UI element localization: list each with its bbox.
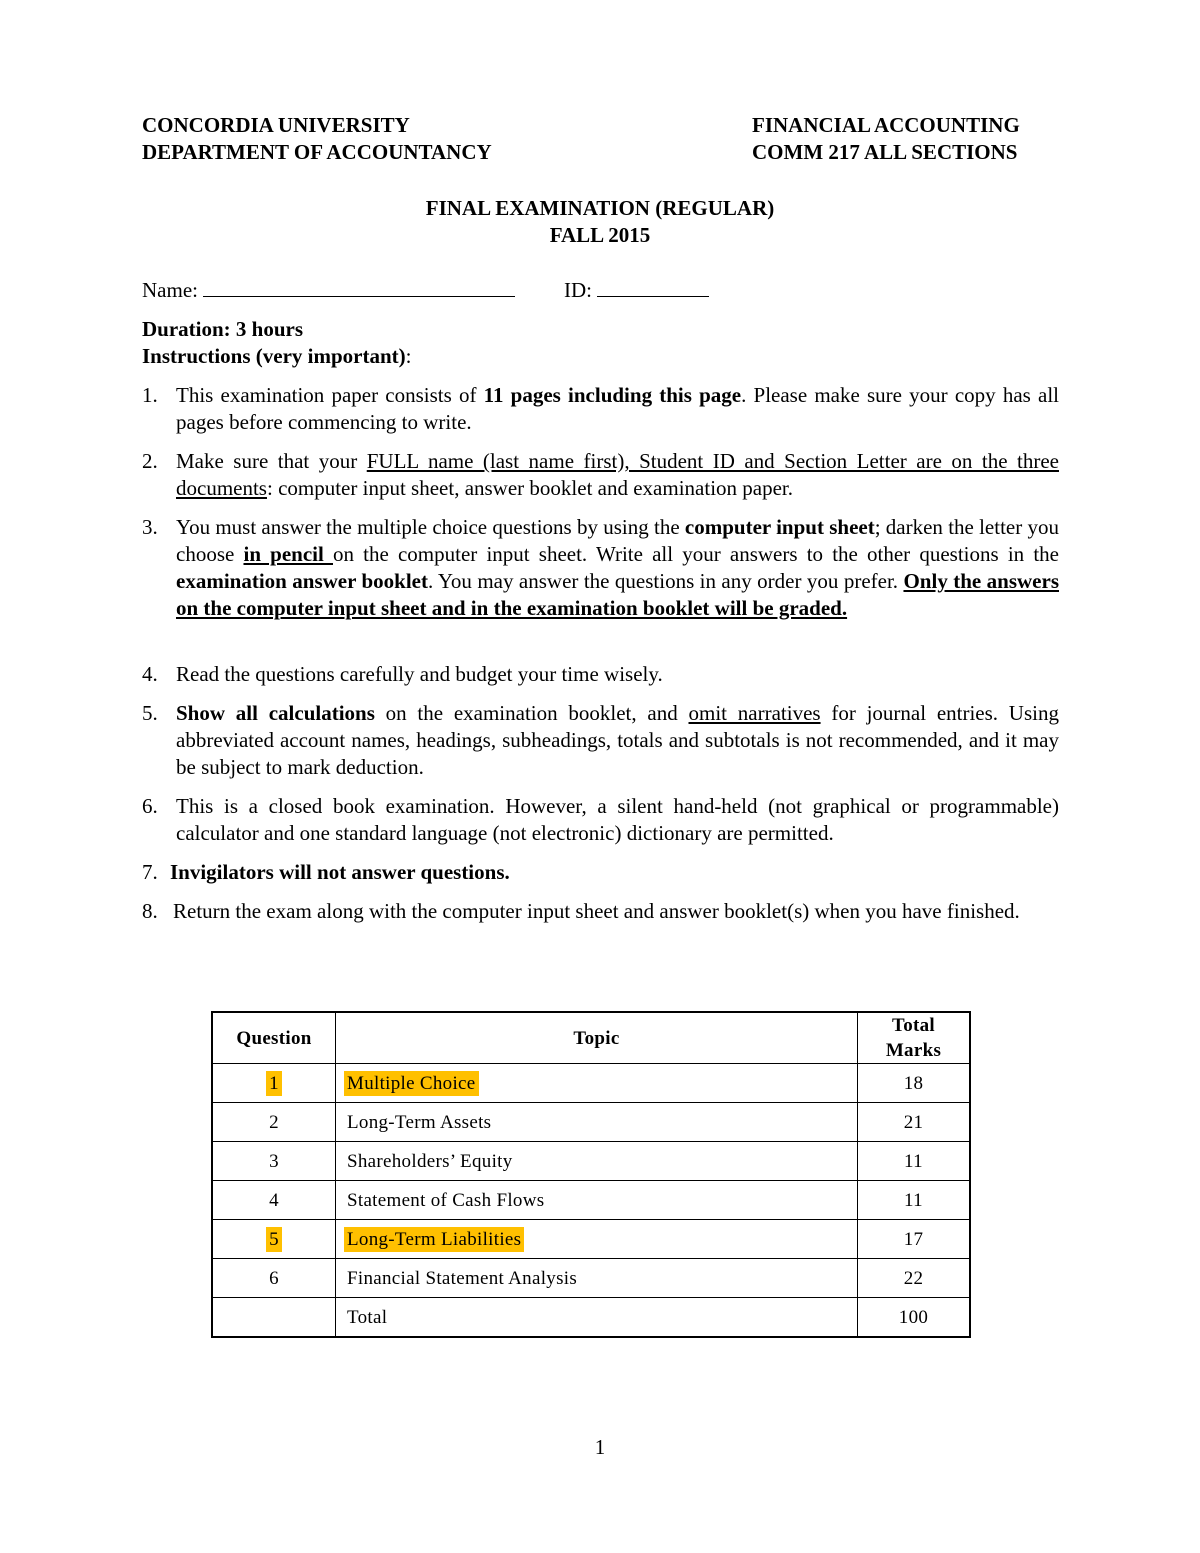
instruction-1-number: 1. (142, 383, 158, 407)
question-number: 6 (212, 1259, 336, 1298)
question-number (212, 1220, 336, 1259)
question-number: 4 (212, 1181, 336, 1220)
question-number (212, 1298, 336, 1338)
page-number: 1 (594, 1435, 606, 1459)
total-marks: 18 (858, 1064, 971, 1103)
instructions-heading-text: Instructions (very important) (142, 344, 406, 368)
total-marks: 11 (858, 1181, 971, 1220)
name-field[interactable] (142, 276, 515, 304)
topic: Total (336, 1298, 858, 1338)
total-marks: 11 (858, 1142, 971, 1181)
university-name: CONCORDIA UNIVERSITY (142, 113, 410, 137)
id-label: ID: (564, 278, 592, 302)
table-total-row (212, 1298, 970, 1338)
highlight-mark: Multiple Choice (344, 1071, 479, 1096)
instruction-4: Read the questions carefully and budget your time wisely. (176, 662, 663, 686)
total-marks: 22 (858, 1259, 971, 1298)
instruction-2: Make sure that your FULL name (last name first), Student ID and Section Letter are on the three documents: computer input sheet, answer booklet and examination paper. (176, 449, 1059, 500)
instruction-5: Show all calculations on the examination booklet, and omit narratives for journal entries. Using abbreviated account names, headings, subheadings, totals and subtotals is not recommended, and it may be subject to mark deduction. (176, 701, 1059, 779)
name-blank-line[interactable] (203, 276, 515, 297)
header-topic: Topic (336, 1012, 858, 1064)
instructions-heading-colon: : (405, 344, 412, 368)
topic: Statement of Cash Flows (336, 1181, 858, 1220)
table-header-row (212, 1012, 970, 1064)
question-number: 3 (212, 1142, 336, 1181)
instruction-6-number: 6. (142, 794, 158, 818)
highlight-mark: 5 (266, 1227, 282, 1252)
table-row (212, 1220, 970, 1259)
exam-title: FINAL EXAMINATION (REGULAR) (425, 196, 775, 220)
instruction-5-number: 5. (142, 701, 158, 725)
id-blank-line[interactable] (597, 276, 709, 297)
instruction-3-number: 3. (142, 515, 158, 539)
table-row (212, 1103, 970, 1142)
table-row (212, 1064, 970, 1103)
table-row (212, 1142, 970, 1181)
topic (336, 1064, 858, 1103)
instruction-8-number: 8. (142, 899, 158, 923)
total-marks: 100 (858, 1298, 971, 1338)
instruction-8: Return the exam along with the computer input sheet and answer booklet(s) when you have finished. (173, 899, 1020, 923)
table-row (212, 1259, 970, 1298)
total-marks: 21 (858, 1103, 971, 1142)
instruction-3: You must answer the multiple choice questions by using the computer input sheet; darken the letter you choose in pencil on the computer input sheet. Write all your answers to the other questions in the examination answer booklet. You may answer the questions in any order you prefer. Only the answers on the computer input sheet and in the examination booklet will be graded. (176, 515, 1059, 620)
duration: Duration: 3 hours (142, 317, 304, 341)
question-number: 2 (212, 1103, 336, 1142)
topic: Shareholders’ Equity (336, 1142, 858, 1181)
instruction-7: Invigilators will not answer questions. (170, 860, 510, 884)
highlight-mark: 1 (266, 1071, 282, 1096)
course-title: FINANCIAL ACCOUNTING (752, 113, 1020, 137)
question-number (212, 1064, 336, 1103)
instruction-7-number: 7. (142, 860, 158, 884)
course-code: COMM 217 ALL SECTIONS (752, 140, 1018, 164)
header-total-marks: Total Marks (858, 1012, 971, 1064)
name-label: Name: (142, 278, 198, 302)
instruction-6: This is a closed book examination. However, a silent hand-held (not graphical or programmable) calculator and one standard language (not electronic) dictionary are permitted. (176, 794, 1059, 845)
topic (336, 1220, 858, 1259)
total-marks: 17 (858, 1220, 971, 1259)
department-name: DEPARTMENT OF ACCOUNTANCY (142, 140, 492, 164)
instruction-2-number: 2. (142, 449, 158, 473)
instruction-4-number: 4. (142, 662, 158, 686)
exam-term: FALL 2015 (549, 223, 651, 247)
id-field[interactable] (564, 276, 709, 304)
marks-table (211, 1011, 971, 1338)
instruction-1: This examination paper consists of 11 pages including this page. Please make sure your copy has all pages before commencing to write. (176, 383, 1059, 434)
header-question: Question (212, 1012, 336, 1064)
topic: Long-Term Assets (336, 1103, 858, 1142)
table-row (212, 1181, 970, 1220)
instructions-heading (142, 343, 411, 370)
topic: Financial Statement Analysis (336, 1259, 858, 1298)
highlight-mark: Long-Term Liabilities (344, 1227, 524, 1252)
